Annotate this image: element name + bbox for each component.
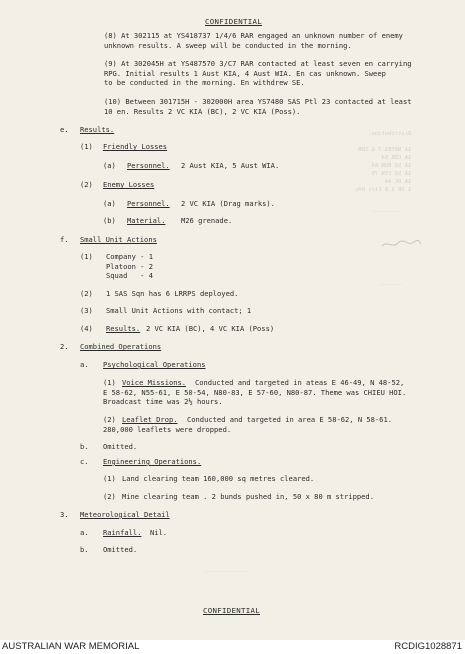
s3a-letter: a. bbox=[80, 528, 89, 537]
e1a-label: Personnel. bbox=[127, 161, 170, 170]
section-e-letter: e. bbox=[60, 125, 69, 134]
e2a-text: 2 VC KIA (Drag marks). bbox=[181, 199, 275, 208]
bleed-through-text: ____________ bbox=[205, 565, 249, 572]
s2b-letter: b. bbox=[80, 442, 89, 451]
bleed-through-text: ________ bbox=[372, 205, 401, 212]
para-8-line-1: (8) At 302115 at YS418737 1/4/6 RAR engaged an unknown number of enemy bbox=[104, 31, 403, 40]
section-2-title: Combined Operations bbox=[80, 342, 162, 351]
section-2-number: 2. bbox=[60, 342, 69, 351]
e1a-text: 2 Aust KIA, 5 Aust WIA. bbox=[181, 161, 280, 170]
para-9-line-1: (9) At 302045H at YS487570 3/C7 RAR contacted at least seven en carrying bbox=[104, 59, 412, 68]
s3b-letter: b. bbox=[80, 545, 89, 554]
section-3-number: 3. bbox=[60, 510, 69, 519]
e1a-letter: (a) bbox=[103, 161, 116, 170]
s2a1-text-2: E 58-62, N55-61, E 50-54, N80-83, E 57-60, N80-87. Theme was CHIEU HOI. bbox=[103, 387, 407, 397]
f1-company: Company - 1 bbox=[106, 252, 153, 261]
s3a-label: Rainfall. bbox=[103, 528, 142, 537]
section-3-title: Meteorological Detail bbox=[80, 510, 170, 519]
para-9-line-2: RPG. Initial results 1 Aust KIA, 4 Aust WIA. En cas unknown. Sweep bbox=[104, 68, 386, 78]
classification-footer: CONFIDENTIAL bbox=[203, 606, 260, 615]
e1-title: Friendly Losses bbox=[103, 142, 168, 151]
s2c-title: Engineering Operations. bbox=[103, 457, 202, 466]
f4-number: (4) bbox=[80, 324, 93, 333]
s2c-letter: c. bbox=[80, 457, 89, 466]
s2a1-text-3: Broadcast time was 2½ hours. bbox=[103, 397, 223, 406]
f2-text: 1 SAS Sqn has 6 LRRPS deployed. bbox=[106, 289, 239, 298]
e2b-letter: (b) bbox=[103, 216, 116, 225]
s2a2-text-2: 280,000 leaflets were dropped. bbox=[103, 424, 232, 434]
bleed-through-text: Distribution: 1A NOTES 7 & CDR 1A CDR 54 1A SO RUN 64 1A SO CYN 75 1A OC 44 1 OR 1 8 Ctrl Ofc bbox=[355, 131, 412, 193]
e2b-text: M26 grenade. bbox=[181, 216, 233, 225]
e2a-label: Personnel. bbox=[127, 199, 170, 208]
s2a2-text-1: Conducted and targeted in area E 58-62, N 58-61. bbox=[187, 415, 392, 424]
s2c1-number: (1) bbox=[103, 474, 116, 483]
section-f-letter: f. bbox=[60, 235, 69, 244]
archive-name: AUSTRALIAN WAR MEMORIAL bbox=[2, 641, 140, 652]
classification-header: CONFIDENTIAL bbox=[205, 17, 262, 26]
f3-text: Small Unit Actions with contact; 1 bbox=[106, 306, 252, 315]
para-8-line-2: unknown results. A sweep will be conducted in the morning. bbox=[104, 40, 352, 50]
s2a1-number: (1) bbox=[103, 378, 116, 387]
e1-number: (1) bbox=[80, 142, 93, 151]
s2a-letter: a. bbox=[80, 360, 89, 369]
s3a-text: Nil. bbox=[150, 528, 168, 537]
f2-number: (2) bbox=[80, 289, 93, 298]
s2a-title: Psychological Operations bbox=[103, 360, 206, 369]
s2a2-number: (2) bbox=[103, 415, 116, 424]
s3b-text: Omitted. bbox=[103, 545, 138, 554]
para-10-line-2: 10 en. Results 2 VC KIA (BC), 2 VC KIA (Poss). bbox=[104, 106, 301, 116]
para-9-line-3: to be conducted in the morning. En withdrew SE. bbox=[104, 78, 305, 87]
archive-id: RCDIG1028871 bbox=[394, 641, 462, 652]
s2a2-label: Leaflet Drop. bbox=[122, 415, 178, 424]
s2a1-label: Voice Missions. bbox=[122, 378, 187, 387]
f4-label: Results. bbox=[106, 324, 141, 333]
bleed-through-text: ______ bbox=[380, 278, 402, 285]
bleed-through-signature bbox=[380, 238, 422, 250]
section-e-title: Results. bbox=[80, 125, 115, 134]
s2b-text: Omitted. bbox=[103, 442, 138, 451]
e2a-letter: (a) bbox=[103, 199, 116, 208]
s2c2-number: (2) bbox=[103, 492, 116, 501]
s2c2-text: Mine clearing team . 2 bunds pushed in, 50 x 80 m stripped. bbox=[122, 492, 374, 501]
para-10-line-1: (10) Between 301715H - 302000H area YS7480 SAS Ptl 23 contacted at least bbox=[104, 97, 412, 106]
s2c1-text: Land clearing team 160,000 sq metres cleared. bbox=[122, 474, 315, 483]
e2b-label: Material. bbox=[127, 216, 166, 225]
s2a1-text-1: Conducted and targeted in ateas E 46-49, N 48-52, bbox=[195, 378, 405, 387]
section-f-title: Small Unit Actions bbox=[80, 235, 157, 244]
f1-number: (1) bbox=[80, 252, 93, 261]
e2-title: Enemy Losses bbox=[103, 180, 155, 189]
f1-squad: Squad - 4 bbox=[106, 271, 153, 280]
f3-number: (3) bbox=[80, 306, 93, 315]
f4-text: 2 VC KIA (BC), 4 VC KIA (Poss) bbox=[146, 324, 275, 333]
e2-number: (2) bbox=[80, 180, 93, 189]
f1-platoon: Platoon - 2 bbox=[106, 261, 153, 271]
